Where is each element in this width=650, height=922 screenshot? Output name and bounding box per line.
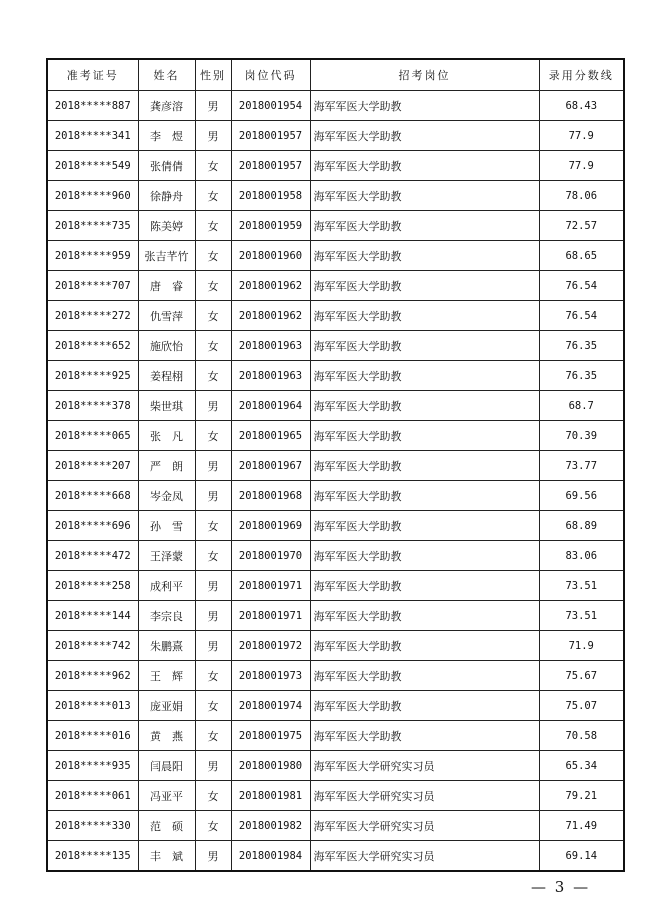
header-post: 招考岗位 xyxy=(310,59,539,91)
cell-score: 73.51 xyxy=(539,601,624,631)
table-header-row xyxy=(47,59,624,91)
cell-score: 69.14 xyxy=(539,841,624,872)
header-gender: 性别 xyxy=(195,59,231,91)
cell-gender: 男 xyxy=(195,451,231,481)
cell-post-code: 2018001968 xyxy=(231,481,310,511)
cell-post-code: 2018001957 xyxy=(231,121,310,151)
cell-name: 龚彦溶 xyxy=(138,91,195,121)
cell-post: 海军军医大学助教 xyxy=(310,631,539,661)
cell-post-code: 2018001957 xyxy=(231,151,310,181)
cell-post: 海军军医大学研究实习员 xyxy=(310,841,539,872)
cell-name: 闫晨阳 xyxy=(138,751,195,781)
cell-post-code: 2018001974 xyxy=(231,691,310,721)
table-row xyxy=(47,451,624,481)
cell-score: 83.06 xyxy=(539,541,624,571)
cell-gender: 女 xyxy=(195,781,231,811)
cell-gender: 男 xyxy=(195,601,231,631)
cell-gender: 女 xyxy=(195,811,231,841)
cell-post: 海军军医大学助教 xyxy=(310,451,539,481)
admission-table xyxy=(46,58,625,872)
cell-name: 孙 雪 xyxy=(138,511,195,541)
cell-name: 施欣怡 xyxy=(138,331,195,361)
cell-admission-id: 2018*****065 xyxy=(47,421,138,451)
cell-score: 70.39 xyxy=(539,421,624,451)
cell-score: 69.56 xyxy=(539,481,624,511)
header-code: 岗位代码 xyxy=(231,59,310,91)
cell-name: 张倩倩 xyxy=(138,151,195,181)
cell-post-code: 2018001971 xyxy=(231,571,310,601)
cell-score: 77.9 xyxy=(539,151,624,181)
cell-score: 79.21 xyxy=(539,781,624,811)
cell-admission-id: 2018*****013 xyxy=(47,691,138,721)
cell-name: 严 朗 xyxy=(138,451,195,481)
cell-post-code: 2018001972 xyxy=(231,631,310,661)
page-number: — 3 — xyxy=(531,878,591,896)
cell-admission-id: 2018*****258 xyxy=(47,571,138,601)
cell-score: 77.9 xyxy=(539,121,624,151)
table-row xyxy=(47,181,624,211)
table-row xyxy=(47,571,624,601)
cell-admission-id: 2018*****549 xyxy=(47,151,138,181)
cell-gender: 男 xyxy=(195,481,231,511)
cell-post-code: 2018001969 xyxy=(231,511,310,541)
table-row xyxy=(47,151,624,181)
cell-name: 柴世琪 xyxy=(138,391,195,421)
cell-post: 海军军医大学助教 xyxy=(310,511,539,541)
cell-post: 海军军医大学助教 xyxy=(310,151,539,181)
cell-post-code: 2018001980 xyxy=(231,751,310,781)
cell-score: 76.54 xyxy=(539,301,624,331)
cell-gender: 男 xyxy=(195,121,231,151)
cell-score: 75.07 xyxy=(539,691,624,721)
cell-score: 65.34 xyxy=(539,751,624,781)
table-row xyxy=(47,421,624,451)
cell-name: 姜程栩 xyxy=(138,361,195,391)
cell-post-code: 2018001970 xyxy=(231,541,310,571)
cell-score: 70.58 xyxy=(539,721,624,751)
cell-post: 海军军医大学助教 xyxy=(310,481,539,511)
header-name: 姓名 xyxy=(138,59,195,91)
cell-gender: 男 xyxy=(195,91,231,121)
cell-score: 68.43 xyxy=(539,91,624,121)
cell-admission-id: 2018*****925 xyxy=(47,361,138,391)
cell-gender: 女 xyxy=(195,271,231,301)
cell-gender: 女 xyxy=(195,181,231,211)
cell-gender: 女 xyxy=(195,721,231,751)
cell-post-code: 2018001982 xyxy=(231,811,310,841)
cell-post: 海军军医大学助教 xyxy=(310,721,539,751)
table-row xyxy=(47,361,624,391)
table-row xyxy=(47,511,624,541)
cell-post: 海军军医大学助教 xyxy=(310,601,539,631)
header-score: 录用分数线 xyxy=(539,59,624,91)
cell-admission-id: 2018*****959 xyxy=(47,241,138,271)
table-row xyxy=(47,391,624,421)
table-row xyxy=(47,691,624,721)
cell-admission-id: 2018*****652 xyxy=(47,331,138,361)
cell-score: 73.51 xyxy=(539,571,624,601)
cell-score: 68.7 xyxy=(539,391,624,421)
cell-gender: 男 xyxy=(195,631,231,661)
cell-name: 范 硕 xyxy=(138,811,195,841)
cell-admission-id: 2018*****135 xyxy=(47,841,138,872)
cell-post-code: 2018001960 xyxy=(231,241,310,271)
cell-score: 76.54 xyxy=(539,271,624,301)
cell-admission-id: 2018*****207 xyxy=(47,451,138,481)
cell-post: 海军军医大学助教 xyxy=(310,421,539,451)
cell-admission-id: 2018*****935 xyxy=(47,751,138,781)
cell-gender: 女 xyxy=(195,211,231,241)
cell-post-code: 2018001981 xyxy=(231,781,310,811)
table-row xyxy=(47,121,624,151)
cell-gender: 女 xyxy=(195,331,231,361)
table-row xyxy=(47,721,624,751)
table-row xyxy=(47,631,624,661)
cell-name: 仇雪萍 xyxy=(138,301,195,331)
header-id: 准考证号 xyxy=(47,59,138,91)
cell-name: 张吉芊竹 xyxy=(138,241,195,271)
cell-name: 丰 斌 xyxy=(138,841,195,872)
table-row xyxy=(47,241,624,271)
cell-post: 海军军医大学助教 xyxy=(310,571,539,601)
cell-admission-id: 2018*****696 xyxy=(47,511,138,541)
cell-post-code: 2018001959 xyxy=(231,211,310,241)
cell-gender: 女 xyxy=(195,691,231,721)
cell-score: 75.67 xyxy=(539,661,624,691)
table-row xyxy=(47,541,624,571)
cell-post-code: 2018001984 xyxy=(231,841,310,872)
cell-admission-id: 2018*****272 xyxy=(47,301,138,331)
cell-post: 海军军医大学研究实习员 xyxy=(310,781,539,811)
table-row xyxy=(47,481,624,511)
cell-name: 朱鹏熹 xyxy=(138,631,195,661)
cell-admission-id: 2018*****668 xyxy=(47,481,138,511)
cell-score: 71.49 xyxy=(539,811,624,841)
table-row xyxy=(47,601,624,631)
cell-score: 68.89 xyxy=(539,511,624,541)
cell-post: 海军军医大学助教 xyxy=(310,271,539,301)
cell-admission-id: 2018*****330 xyxy=(47,811,138,841)
cell-admission-id: 2018*****016 xyxy=(47,721,138,751)
cell-post-code: 2018001962 xyxy=(231,301,310,331)
table-row xyxy=(47,781,624,811)
cell-name: 黄 燕 xyxy=(138,721,195,751)
table-row xyxy=(47,841,624,872)
cell-post: 海军军医大学助教 xyxy=(310,361,539,391)
cell-score: 71.9 xyxy=(539,631,624,661)
cell-gender: 女 xyxy=(195,511,231,541)
cell-post-code: 2018001963 xyxy=(231,331,310,361)
cell-post: 海军军医大学助教 xyxy=(310,661,539,691)
cell-post-code: 2018001975 xyxy=(231,721,310,751)
cell-gender: 女 xyxy=(195,241,231,271)
cell-name: 成利平 xyxy=(138,571,195,601)
cell-post-code: 2018001958 xyxy=(231,181,310,211)
cell-name: 冯亚平 xyxy=(138,781,195,811)
cell-post: 海军军医大学助教 xyxy=(310,211,539,241)
cell-gender: 男 xyxy=(195,841,231,872)
cell-admission-id: 2018*****472 xyxy=(47,541,138,571)
cell-post: 海军军医大学助教 xyxy=(310,391,539,421)
cell-post: 海军军医大学研究实习员 xyxy=(310,751,539,781)
cell-post-code: 2018001954 xyxy=(231,91,310,121)
cell-gender: 男 xyxy=(195,751,231,781)
cell-post: 海军军医大学助教 xyxy=(310,241,539,271)
cell-name: 李 煜 xyxy=(138,121,195,151)
cell-name: 唐 睿 xyxy=(138,271,195,301)
cell-admission-id: 2018*****341 xyxy=(47,121,138,151)
cell-gender: 女 xyxy=(195,421,231,451)
cell-gender: 男 xyxy=(195,571,231,601)
cell-admission-id: 2018*****144 xyxy=(47,601,138,631)
cell-post-code: 2018001963 xyxy=(231,361,310,391)
cell-score: 73.77 xyxy=(539,451,624,481)
table-row xyxy=(47,331,624,361)
table-row xyxy=(47,301,624,331)
cell-post-code: 2018001965 xyxy=(231,421,310,451)
cell-admission-id: 2018*****061 xyxy=(47,781,138,811)
cell-score: 78.06 xyxy=(539,181,624,211)
cell-score: 68.65 xyxy=(539,241,624,271)
cell-gender: 女 xyxy=(195,301,231,331)
cell-score: 72.57 xyxy=(539,211,624,241)
cell-score: 76.35 xyxy=(539,331,624,361)
cell-post: 海军军医大学助教 xyxy=(310,301,539,331)
cell-admission-id: 2018*****735 xyxy=(47,211,138,241)
cell-gender: 男 xyxy=(195,391,231,421)
cell-post: 海军军医大学助教 xyxy=(310,121,539,151)
cell-post: 海军军医大学研究实习员 xyxy=(310,811,539,841)
cell-post-code: 2018001973 xyxy=(231,661,310,691)
cell-post: 海军军医大学助教 xyxy=(310,691,539,721)
cell-post-code: 2018001971 xyxy=(231,601,310,631)
cell-name: 王 辉 xyxy=(138,661,195,691)
table-row xyxy=(47,211,624,241)
cell-post-code: 2018001964 xyxy=(231,391,310,421)
cell-name: 王泽蒙 xyxy=(138,541,195,571)
cell-admission-id: 2018*****707 xyxy=(47,271,138,301)
cell-gender: 女 xyxy=(195,151,231,181)
cell-admission-id: 2018*****378 xyxy=(47,391,138,421)
cell-name: 岑金凤 xyxy=(138,481,195,511)
cell-post: 海军军医大学助教 xyxy=(310,91,539,121)
cell-admission-id: 2018*****887 xyxy=(47,91,138,121)
cell-admission-id: 2018*****962 xyxy=(47,661,138,691)
table-row xyxy=(47,91,624,121)
cell-post: 海军军医大学助教 xyxy=(310,331,539,361)
cell-name: 庞亚娟 xyxy=(138,691,195,721)
cell-gender: 女 xyxy=(195,361,231,391)
table-row xyxy=(47,751,624,781)
cell-gender: 女 xyxy=(195,541,231,571)
cell-post-code: 2018001967 xyxy=(231,451,310,481)
cell-name: 徐静舟 xyxy=(138,181,195,211)
table-row xyxy=(47,661,624,691)
cell-admission-id: 2018*****742 xyxy=(47,631,138,661)
cell-name: 张 凡 xyxy=(138,421,195,451)
cell-post-code: 2018001962 xyxy=(231,271,310,301)
cell-admission-id: 2018*****960 xyxy=(47,181,138,211)
cell-post: 海军军医大学助教 xyxy=(310,541,539,571)
cell-gender: 女 xyxy=(195,661,231,691)
table-row xyxy=(47,811,624,841)
table-row xyxy=(47,271,624,301)
cell-score: 76.35 xyxy=(539,361,624,391)
cell-name: 陈美婷 xyxy=(138,211,195,241)
cell-post: 海军军医大学助教 xyxy=(310,181,539,211)
cell-name: 李宗良 xyxy=(138,601,195,631)
